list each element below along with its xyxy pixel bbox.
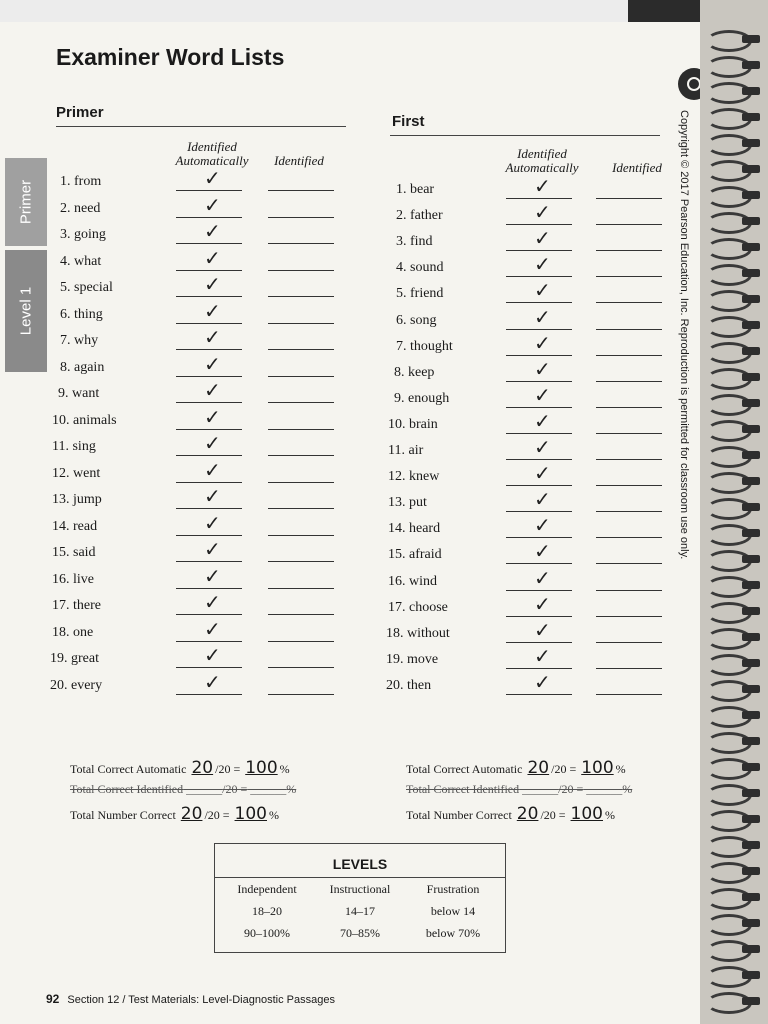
binding-clip-icon <box>742 451 760 459</box>
word-item: 5. special <box>60 280 113 295</box>
check-mark-icon: ✓ <box>534 566 551 590</box>
word-item: 18. one <box>52 625 94 640</box>
answer-blank-identified[interactable] <box>268 508 334 509</box>
answer-blank-automatic[interactable] <box>176 535 242 536</box>
binding-clip-icon <box>742 815 760 823</box>
total-correct-automatic: Total Correct Automatic 20 /20 = 100 % <box>406 758 626 778</box>
answer-blank-automatic[interactable] <box>176 561 242 562</box>
word-item: 3. find <box>396 234 433 249</box>
answer-blank-identified[interactable] <box>268 270 334 271</box>
answer-blank-identified[interactable] <box>268 455 334 456</box>
check-mark-icon: ✓ <box>204 484 221 508</box>
binding-clip-icon <box>742 35 760 43</box>
side-tab-primer: Primer <box>5 158 47 246</box>
check-mark-icon: ✓ <box>204 431 221 455</box>
answer-blank-automatic[interactable] <box>176 190 242 191</box>
binding-clip-icon <box>742 191 760 199</box>
levels-col-pct: 90–100% <box>244 926 290 940</box>
answer-blank-identified[interactable] <box>596 642 662 643</box>
binding-clip-icon <box>742 789 760 797</box>
word-item: 1. from <box>60 174 102 189</box>
word-item: 19. great <box>50 651 99 666</box>
answer-blank-automatic[interactable] <box>506 302 572 303</box>
check-mark-icon: ✓ <box>534 618 551 642</box>
answer-blank-automatic[interactable] <box>506 485 572 486</box>
answer-blank-automatic[interactable] <box>176 482 242 483</box>
answer-blank-identified[interactable] <box>268 296 334 297</box>
check-mark-icon: ✓ <box>534 200 551 224</box>
check-mark-icon: ✓ <box>534 305 551 329</box>
answer-blank-identified[interactable] <box>596 355 662 356</box>
levels-col-name: Frustration <box>426 882 480 896</box>
check-mark-icon: ✓ <box>204 352 221 376</box>
word-item: 1. bear <box>396 182 435 197</box>
check-mark-icon: ✓ <box>204 193 221 217</box>
answer-blank-automatic[interactable] <box>506 407 572 408</box>
binding-clip-icon <box>742 321 760 329</box>
answer-blank-identified[interactable] <box>268 561 334 562</box>
answer-blank-automatic[interactable] <box>176 243 242 244</box>
answer-blank-identified[interactable] <box>596 537 662 538</box>
word-item: 15. afraid <box>388 547 442 562</box>
word-item: 15. said <box>52 545 96 560</box>
answer-blank-automatic[interactable] <box>176 296 242 297</box>
binding-clip-icon <box>742 503 760 511</box>
check-mark-icon: ✓ <box>204 272 221 296</box>
answer-blank-identified[interactable] <box>596 224 662 225</box>
check-mark-icon: ✓ <box>204 617 221 641</box>
check-mark-icon: ✓ <box>534 278 551 302</box>
answer-blank-automatic[interactable] <box>506 642 572 643</box>
answer-blank-automatic[interactable] <box>506 459 572 460</box>
answer-blank-identified[interactable] <box>596 511 662 512</box>
page-number: 92 <box>46 992 60 1006</box>
answer-blank-identified[interactable] <box>268 217 334 218</box>
binding-clip-icon <box>742 477 760 485</box>
binding-clip-icon <box>742 659 760 667</box>
binding-clip-icon <box>742 243 760 251</box>
answer-blank-identified[interactable] <box>596 433 662 434</box>
section-heading: First <box>392 113 425 130</box>
footer-text: Section 12 / Test Materials: Level-Diagnostic Passages <box>67 994 335 1006</box>
answer-blank-identified[interactable] <box>596 616 662 617</box>
binding-clip-icon <box>742 87 760 95</box>
answer-blank-identified[interactable] <box>596 198 662 199</box>
answer-blank-identified[interactable] <box>596 459 662 460</box>
levels-col-pct: below 70% <box>425 926 481 940</box>
binding-clip-icon <box>742 971 760 979</box>
binding-clip-icon <box>742 737 760 745</box>
check-mark-icon: ✓ <box>534 644 551 668</box>
word-item: 11. sing <box>52 439 96 454</box>
binding-clip-icon <box>742 61 760 69</box>
check-mark-icon: ✓ <box>534 670 551 694</box>
page-title: Examiner Word Lists <box>56 44 285 70</box>
answer-blank-identified[interactable] <box>268 535 334 536</box>
word-item: 10. animals <box>52 413 117 428</box>
answer-blank-identified[interactable] <box>268 694 334 695</box>
column-header-identified: Identified <box>274 153 324 168</box>
binding-clip-icon <box>742 217 760 225</box>
word-item: 2. need <box>60 201 101 216</box>
check-mark-icon: ✓ <box>534 252 551 276</box>
word-item: 13. jump <box>52 492 102 507</box>
binding-clip-icon <box>742 165 760 173</box>
answer-blank-identified[interactable] <box>268 667 334 668</box>
answer-blank-automatic[interactable] <box>506 590 572 591</box>
answer-blank-identified[interactable] <box>596 694 662 695</box>
binding-clip-icon <box>742 763 760 771</box>
word-item: 14. read <box>52 519 98 534</box>
levels-col-pct: 70–85% <box>340 926 380 940</box>
word-item: 16. wind <box>388 574 437 589</box>
answer-blank-identified[interactable] <box>268 349 334 350</box>
answer-blank-identified[interactable] <box>596 563 662 564</box>
word-item: 12. went <box>52 466 101 481</box>
answer-blank-identified[interactable] <box>596 329 662 330</box>
binding-clip-icon <box>742 711 760 719</box>
binding-clip-icon <box>742 893 760 901</box>
binding-clip-icon <box>742 113 760 121</box>
word-item: 19. move <box>386 652 439 667</box>
word-item: 9. want <box>58 386 100 401</box>
answer-blank-automatic[interactable] <box>176 429 242 430</box>
levels-col-range: 14–17 <box>345 904 375 918</box>
check-mark-icon: ✓ <box>534 592 551 616</box>
answer-blank-identified[interactable] <box>268 641 334 642</box>
check-mark-icon: ✓ <box>204 564 221 588</box>
word-item: 8. again <box>60 360 105 375</box>
answer-blank-identified[interactable] <box>268 243 334 244</box>
answer-blank-automatic[interactable] <box>506 668 572 669</box>
binding-clip-icon <box>742 425 760 433</box>
levels-col-range: below 14 <box>430 904 476 918</box>
answer-blank-automatic[interactable] <box>176 323 242 324</box>
check-mark-icon: ✓ <box>204 458 221 482</box>
column-header-automatic: Identified Automatically <box>505 146 579 175</box>
binding-clip-icon <box>742 269 760 277</box>
binding-clip-icon <box>742 607 760 615</box>
answer-blank-identified[interactable] <box>268 376 334 377</box>
check-mark-icon: ✓ <box>204 219 221 243</box>
answer-blank-identified[interactable] <box>268 588 334 589</box>
top-edge <box>0 0 768 22</box>
binding-clip-icon <box>742 841 760 849</box>
word-item: 14. heard <box>388 521 441 536</box>
answer-blank-automatic[interactable] <box>506 433 572 434</box>
answer-blank-identified[interactable] <box>596 381 662 382</box>
word-item: 17. there <box>52 598 101 613</box>
check-mark-icon: ✓ <box>534 357 551 381</box>
answer-blank-automatic[interactable] <box>176 614 242 615</box>
answer-blank-identified[interactable] <box>596 302 662 303</box>
answer-blank-automatic[interactable] <box>176 508 242 509</box>
check-mark-icon: ✓ <box>534 461 551 485</box>
word-item: 17. choose <box>388 600 448 615</box>
answer-blank-automatic[interactable] <box>506 276 572 277</box>
answer-blank-automatic[interactable] <box>506 355 572 356</box>
answer-blank-automatic[interactable] <box>506 694 572 695</box>
binding-clip-icon <box>742 555 760 563</box>
total-number-correct: Total Number Correct 20 /20 = 100 % <box>406 804 615 824</box>
levels-col-range: 18–20 <box>252 904 282 918</box>
answer-blank-identified[interactable] <box>268 429 334 430</box>
answer-blank-identified[interactable] <box>268 190 334 191</box>
binding-clip-icon <box>742 295 760 303</box>
answer-blank-automatic[interactable] <box>506 250 572 251</box>
total-correct-automatic: Total Correct Automatic 20 /20 = 100 % <box>70 758 290 778</box>
answer-blank-identified[interactable] <box>268 402 334 403</box>
spiral-binding <box>700 0 768 1024</box>
answer-blank-automatic[interactable] <box>176 641 242 642</box>
check-mark-icon: ✓ <box>204 643 221 667</box>
answer-blank-automatic[interactable] <box>506 537 572 538</box>
copyright-notice: Copyright © 2017 Pearson Education, Inc. Reproduction is permitted for classroom use only. <box>678 110 690 560</box>
check-mark-icon: ✓ <box>204 325 221 349</box>
answer-blank-automatic[interactable] <box>176 588 242 589</box>
word-item: 6. song <box>396 313 437 328</box>
column-header-identified: Identified <box>612 160 662 175</box>
answer-blank-automatic[interactable] <box>176 217 242 218</box>
answer-blank-identified[interactable] <box>596 590 662 591</box>
answer-blank-automatic[interactable] <box>506 563 572 564</box>
check-mark-icon: ✓ <box>534 174 551 198</box>
answer-blank-identified[interactable] <box>596 250 662 251</box>
binding-clip-icon <box>742 685 760 693</box>
check-mark-icon: ✓ <box>534 226 551 250</box>
word-item: 5. friend <box>396 286 444 301</box>
binding-clip-icon <box>742 997 760 1005</box>
check-mark-icon: ✓ <box>204 166 221 190</box>
word-item: 3. going <box>60 227 106 242</box>
page-footer <box>46 992 335 1006</box>
answer-blank-identified[interactable] <box>596 407 662 408</box>
word-item: 4. sound <box>396 260 444 275</box>
word-item: 18. without <box>386 626 450 641</box>
total-correct-identified: Total Correct Identified ______/20 = ______% <box>70 782 297 796</box>
binding-clip-icon <box>742 139 760 147</box>
answer-blank-automatic[interactable] <box>176 270 242 271</box>
check-mark-icon: ✓ <box>204 299 221 323</box>
word-item: 7. thought <box>396 339 453 354</box>
answer-blank-automatic[interactable] <box>176 667 242 668</box>
check-mark-icon: ✓ <box>534 487 551 511</box>
word-item: 20. then <box>386 678 432 693</box>
answer-blank-automatic[interactable] <box>176 402 242 403</box>
check-mark-icon: ✓ <box>534 539 551 563</box>
answer-blank-identified[interactable] <box>268 323 334 324</box>
word-item: 9. enough <box>394 391 450 406</box>
check-mark-icon: ✓ <box>534 513 551 537</box>
answer-blank-automatic[interactable] <box>506 329 572 330</box>
answer-blank-identified[interactable] <box>596 668 662 669</box>
word-item: 13. put <box>388 495 427 510</box>
column-header-automatic: Identified Automatically <box>175 139 249 168</box>
word-item: 16. live <box>52 572 94 587</box>
binding-clip-icon <box>742 399 760 407</box>
total-number-correct: Total Number Correct 20 /20 = 100 % <box>70 804 279 824</box>
word-item: 7. why <box>60 333 99 348</box>
levels-heading: LEVELS <box>332 856 388 872</box>
levels-col-name: Independent <box>237 882 297 896</box>
word-item: 2. father <box>396 208 443 223</box>
answer-blank-identified[interactable] <box>596 276 662 277</box>
binding-clip-icon <box>742 373 760 381</box>
answer-blank-identified[interactable] <box>596 485 662 486</box>
binding-clip-icon <box>742 581 760 589</box>
answer-blank-automatic[interactable] <box>506 224 572 225</box>
binding-clip-icon <box>742 919 760 927</box>
word-item: 6. thing <box>60 307 103 322</box>
binding-clip-icon <box>742 347 760 355</box>
check-mark-icon: ✓ <box>204 378 221 402</box>
answer-blank-automatic[interactable] <box>506 511 572 512</box>
binding-clip-icon <box>742 867 760 875</box>
check-mark-icon: ✓ <box>534 331 551 355</box>
check-mark-icon: ✓ <box>204 511 221 535</box>
binding-clip-icon <box>742 633 760 641</box>
word-item: 8. keep <box>394 365 435 380</box>
levels-col-name: Instructional <box>329 882 391 896</box>
answer-blank-automatic[interactable] <box>176 455 242 456</box>
check-mark-icon: ✓ <box>534 383 551 407</box>
answer-blank-automatic[interactable] <box>176 349 242 350</box>
answer-blank-automatic[interactable] <box>506 198 572 199</box>
answer-blank-identified[interactable] <box>268 482 334 483</box>
section-heading: Primer <box>56 104 104 121</box>
answer-blank-identified[interactable] <box>268 614 334 615</box>
word-item: 4. what <box>60 254 102 269</box>
answer-blank-automatic[interactable] <box>506 381 572 382</box>
levels-table <box>214 843 506 953</box>
answer-blank-automatic[interactable] <box>176 694 242 695</box>
check-mark-icon: ✓ <box>204 405 221 429</box>
word-item: 11. air <box>388 443 424 458</box>
check-mark-icon: ✓ <box>204 590 221 614</box>
word-item: 20. every <box>50 678 103 693</box>
word-item: 12. knew <box>388 469 440 484</box>
answer-blank-automatic[interactable] <box>506 616 572 617</box>
check-mark-icon: ✓ <box>204 246 221 270</box>
binding-clip-icon <box>742 945 760 953</box>
total-correct-identified: Total Correct Identified ______/20 = ______% <box>406 782 633 796</box>
check-mark-icon: ✓ <box>534 435 551 459</box>
check-mark-icon: ✓ <box>534 409 551 433</box>
word-item: 10. brain <box>388 417 438 432</box>
binding-clip-icon <box>742 529 760 537</box>
side-tab-level-1: Level 1 <box>5 250 47 372</box>
check-mark-icon: ✓ <box>204 670 221 694</box>
check-mark-icon: ✓ <box>204 537 221 561</box>
answer-blank-automatic[interactable] <box>176 376 242 377</box>
